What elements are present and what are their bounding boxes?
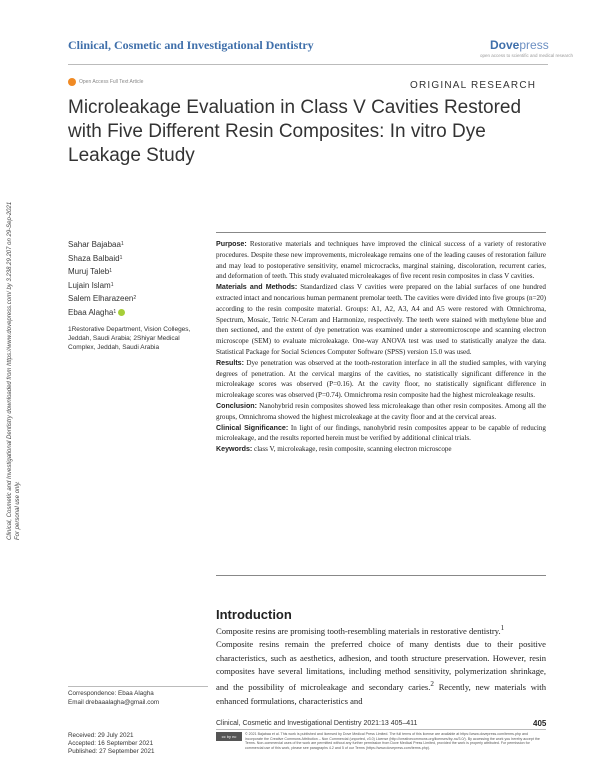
cc-license-icon[interactable]: cc by nc	[216, 732, 242, 741]
journal-name: Clinical, Cosmetic and Investigational Dentistry	[68, 38, 314, 52]
open-access-icon	[68, 78, 76, 86]
author: Shaza Balbaid 1	[68, 253, 123, 263]
footer-divider	[216, 729, 546, 730]
section-label: ORIGINAL RESEARCH	[410, 80, 537, 91]
abstract-bottom-rule	[216, 575, 546, 576]
abstract: Purpose: Restorative materials and techniques have improved the clinical success of a variety of restorative procedures. Despite these new improvements, microleakage remains one of the leading causes of restoration failure and may lead to postoperative sensitivity, enamel microcracks, marginal staining, discoloration, recurrent caries, and deformation of teeth. This study evaluated microleakages of five recent resin composites in class V cavities. Materials and Methods: Standardized class V cavities were prepared on the labial surfaces of one hundred extracted intact and noncarious human permanent premolar teeth. The cavities were divided into five groups (n=20) according to the resin composite material. Groups: A1, A2, A3, A4 and A5 were restored with Omnichroma, Spectrum, Mosaic, Tetric N-Ceram and Harmonize, respectively. The teeth were stained with methylene blue and then sectioned, and the extent of dye penetration was examined under a stereomicroscope and scanning electron microscope (SEM) to evaluate microleakage. One-way ANOVA test was used to statistically analyze the data. Statistical Package for Social Sciences Computer Software (SPSS) version 15.0 was used. Results: Dye penetration was observed at the tooth-restoration interface in all the studied samples, with varying degrees of penetration. At the cervical margins of the cavities, no statistically significant difference in the microleakage scores was observed (P=0.16). At the cavity floor, no statistically significant difference in microleakage scores was observed (P=0.74). Omnichroma resin composite had the highest microleakage results. Conclusion: Nanohybrid resin composites showed less microleakage than other resin composites. Among all the groups, Omnichroma showed the highest microleakage at the cavity floor and at the cervical areas. Clinical Significance: In light of our findings, nanohybrid resin composites appear to be capable of reducing microleakage, and the results reported herein must be verified by additional clinical trials. Keywords: class V, microleakage, resin composite, scanning electron microscope	[216, 240, 546, 454]
article-title: Microleakage Evaluation in Class V Cavities Restored with Five Different Resin Composites: In vitro Dye Leakage Study	[68, 97, 522, 166]
reference-link[interactable]: 2	[430, 680, 434, 689]
publisher-suffix: press	[519, 38, 549, 52]
publisher-logo[interactable]	[490, 38, 549, 52]
article-dates	[68, 732, 208, 757]
author: Salem Elharazeen 2	[68, 294, 137, 303]
author: Ebaa Alagha 1	[68, 306, 208, 320]
open-access-badge	[68, 78, 143, 86]
open-access-label: Open Access Full Text Article	[79, 79, 144, 85]
license-text: © 2021 Bajabaa et al. This work is published and licensed by Dove Medical Press Limited. The full terms of this license are available at https://www.dovepress.com/terms.php and incorporate the Creative Commons Attribution – Non Commercial (unported, v3.0) License (http://creativecommons.org/licenses/by-nc/3.0/). By accessing the work you hereby accept the Terms. Non-commercial uses of the work are permitted without any further permission from Dove Medical Press Limited, provided the work is properly attributed. For permission for commercial use of this work, please see paragraphs 4.2 and 5 of our Terms (https://www.dovepress.com/terms.php).	[245, 732, 540, 750]
affiliations: 1Restorative Department, Vision Colleges, Jeddah, Saudi Arabia; 2Shiyar Medical Complex, Jeddah, Saudi Arabia	[68, 326, 191, 351]
footer-citation: Clinical, Cosmetic and Investigational Dentistry 2021:13 405–411	[216, 720, 418, 727]
correspondence-email[interactable]: Email drebaaalagha@gmail.com	[68, 698, 160, 706]
accepted-date: Accepted: 16 September 2021	[68, 740, 154, 748]
orcid-icon[interactable]	[118, 309, 125, 316]
usage-note: For personal use only.	[15, 481, 21, 540]
author-list	[68, 238, 208, 319]
published-date: Published: 27 September 2021	[68, 748, 155, 756]
abstract-top-rule	[216, 232, 546, 233]
introduction-body: Composite resins are promising tooth-resembling materials in restorative dentistry.$^1$ Composite resins remain the preferred choice of many dentists due to their positive characteristics, such as aesthetics, adhesion, and tooth structure preservation. However, resin composites have several limitations, including method sensitivity, polymerization shrinkage, and the possibility of microleakage and secondary caries.$^2$ Recently, new materials with enhanced formulations, characteristics and	[216, 624, 546, 706]
publisher-tagline: open access to scientific and medical research	[480, 53, 574, 58]
page-number: 405	[533, 719, 547, 728]
author: Muruj Taleb 1	[68, 267, 112, 276]
correspondence	[68, 686, 208, 707]
received-date: Received: 29 July 2021	[68, 732, 134, 739]
download-note: Clinical, Cosmetic and Investigational Dentistry downloaded from https://www.dovepress.com/ by 3.238.29.207 on 29-Sep-2021	[7, 201, 13, 540]
author: Lujain Islam 1	[68, 280, 114, 290]
introduction-heading: Introduction	[216, 607, 292, 622]
publisher-name: Dove	[490, 38, 520, 52]
author: Sahar Bajabaa 1	[68, 240, 124, 249]
correspondence-name: Correspondence: Ebaa Alagha	[68, 690, 154, 697]
side-download-note	[6, 120, 34, 540]
header-divider	[68, 64, 548, 65]
reference-link[interactable]: 1	[500, 624, 505, 632]
license-block	[216, 732, 546, 750]
